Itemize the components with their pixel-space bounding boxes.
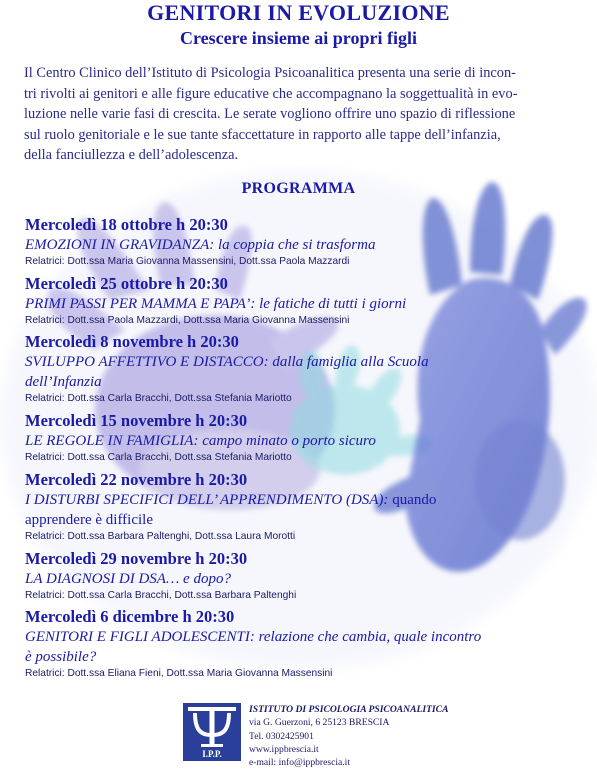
event-topic-continued: è possibile?: [25, 649, 97, 665]
event-speakers: Relatrici: Dott.ssa Carla Bracchi, Dott.ssa Barbara Paltenghi: [25, 590, 297, 601]
event-date: Mercoledì 8 novembre h 20:30: [25, 332, 239, 351]
institute-name: ISTITUTO DI PSICOLOGIA PSICOANALITICA: [249, 704, 449, 715]
intro-paragraph: [24, 63, 576, 166]
event-topic-continued: dell’Infanzia: [25, 374, 102, 390]
event-speakers: Relatrici: Dott.ssa Carla Bracchi, Dott.ssa Stefania Mariotto: [25, 452, 292, 463]
institute-phone: Tel. 0302425901: [249, 730, 314, 742]
event-speakers: Relatrici: Dott.ssa Carla Bracchi, Dott.ssa Stefania Mariotto: [25, 393, 292, 404]
event-speakers: Relatrici: Dott.ssa Maria Giovanna Massensini, Dott.ssa Paola Mazzardi: [25, 256, 350, 267]
intro-line: luzione nelle varie fasi di crescita. Le serate vogliono offrire uno spazio di riflessione: [24, 106, 516, 122]
intro-line: sul ruolo genitoriale e le sue tante sfaccettature in rapporto alle tappe dell’infanzia,: [24, 126, 501, 143]
event-date: Mercoledì 6 dicembre h 20:30: [25, 607, 235, 626]
logo-lettering: I.P.P.: [202, 749, 222, 759]
programma-heading: PROGRAMMA: [241, 180, 356, 197]
ipp-logo-icon: [183, 703, 241, 761]
event-date: Mercoledì 29 novembre h 20:30: [25, 549, 248, 568]
event-speakers: Relatrici: Dott.ssa Paola Mazzardi, Dott.ssa Maria Giovanna Massensini: [25, 315, 350, 326]
event-item: [25, 332, 585, 405]
event-topic: SVILUPPO AFFETTIVO E DISTACCO: dalla famiglia alla Scuola: [25, 354, 429, 370]
event-item: [25, 215, 585, 268]
institute-email[interactable]: e-mail: info@ippbrescia.it: [249, 757, 351, 769]
event-speakers: Relatrici: Dott.ssa Barbara Paltenghi, Dott.ssa Laura Morotti: [25, 531, 296, 542]
page-title: GENITORI IN EVOLUZIONE: [147, 0, 450, 25]
event-speakers: Relatrici: Dott.ssa Eliana Fieni, Dott.ssa Maria Giovanna Massensini: [25, 668, 333, 679]
event-date: Mercoledì 22 novembre h 20:30: [25, 470, 248, 489]
intro-line: Il Centro Clinico dell’Istituto di Psicologia Psicoanalitica presenta una serie di incon-: [24, 65, 516, 81]
institute-address: via G. Guerzoni, 6 25123 BRESCIA: [249, 717, 390, 729]
event-topic: PRIMI PASSI PER MAMMA E PAPA’: le fatiche di tutti i giorni: [25, 296, 407, 312]
event-topic: LA DIAGNOSI DI DSA… e dopo?: [25, 571, 231, 587]
intro-line: della fanciullezza e dell’adolescenza.: [24, 147, 239, 163]
event-topic: I DISTURBI SPECIFICI DELL’ APPRENDIMENTO (DSA): quando: [25, 492, 437, 508]
event-topic: LE REGOLE IN FAMIGLIA: campo minato o porto sicuro: [25, 433, 376, 449]
event-item: [25, 549, 585, 602]
intro-line: tri rivolti ai genitori e alle figure educative che accompagnano la soggettualità in evo-: [24, 85, 518, 102]
event-item: [25, 607, 585, 680]
institute-info: [249, 703, 549, 769]
event-date: Mercoledì 15 novembre h 20:30: [25, 411, 248, 430]
footer: [183, 703, 563, 767]
event-topic: GENITORI E FIGLI ADOLESCENTI: relazione che cambia, quale incontro: [25, 629, 482, 645]
event-item: [25, 411, 585, 464]
institute-website[interactable]: www.ippbrescia.it: [249, 743, 319, 755]
page-subtitle: Crescere insieme ai propri figli: [180, 28, 417, 48]
event-date: Mercoledì 25 ottobre h 20:30: [25, 274, 228, 293]
event-topic: EMOZIONI IN GRAVIDANZA: la coppia che si trasforma: [25, 237, 376, 253]
event-item: [25, 470, 585, 543]
event-topic-continued: apprendere è difficile: [25, 512, 153, 528]
event-item: [25, 274, 585, 327]
event-date: Mercoledì 18 ottobre h 20:30: [25, 215, 228, 234]
